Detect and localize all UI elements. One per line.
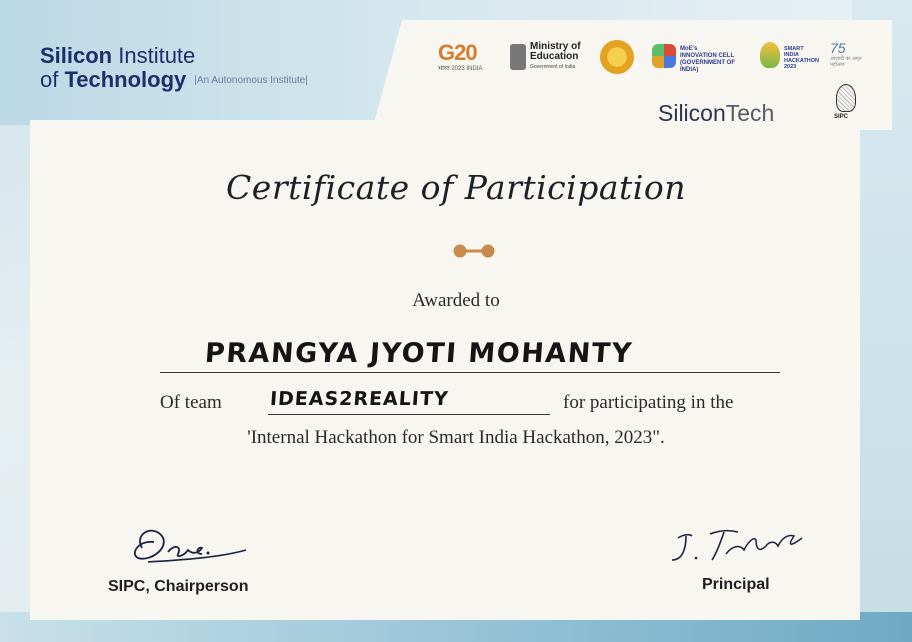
moe-text (530, 42, 581, 72)
chairperson-signature (128, 520, 258, 568)
azadi-amrit-logo (830, 40, 870, 70)
sipc-label: SIPC (834, 114, 849, 120)
aicte-seal-icon (600, 40, 634, 74)
awarded-to-label: Awarded to (412, 290, 500, 311)
innovation-cell-icon (652, 44, 676, 68)
institute-logo (40, 44, 308, 93)
certificate-title: Certificate of Participation (226, 168, 686, 207)
iic-line3: (GOVERNMENT OF INDIA) (680, 60, 735, 73)
team-name: IDEAS2REALITY (269, 388, 450, 410)
institute-name-silicon: Silicon (40, 43, 113, 68)
ministry-of-education-logo (510, 42, 590, 74)
iic-line2: INNOVATION CELL (680, 53, 735, 59)
institute-name-technology: Technology (64, 67, 187, 92)
team-suffix: for participating in the (563, 392, 734, 413)
bulb-icon (760, 42, 780, 68)
team-line (0, 390, 912, 420)
sipc-bulb-icon (836, 84, 856, 112)
team-prefix: Of team (160, 392, 222, 413)
iic-line1: MoE's (680, 46, 698, 52)
institute-name-institute: Institute (112, 43, 196, 68)
ornament-icon (453, 244, 495, 258)
principal-signature (660, 520, 820, 570)
g20-sub: भारत 2023 INDIA (438, 66, 483, 72)
silicontech-silicon: Silicon (658, 100, 726, 126)
silicontech-tech: Tech (725, 100, 775, 126)
silicontech-logo (658, 100, 774, 127)
sipc-logo (830, 84, 860, 128)
principal-title: Principal (702, 576, 770, 593)
team-blank (268, 390, 550, 415)
institute-name-of: of (40, 67, 65, 92)
sih-line1: SMART INDIA (784, 46, 804, 58)
sih-line3: 2023 (784, 64, 797, 70)
sih-text (784, 46, 820, 70)
recipient-name: PRANGYA JYOTI MOHANTY (203, 338, 634, 369)
sih-line2: HACKATHON (784, 58, 820, 64)
amrit-sub: आज़ादी का अमृत महोत्सव (830, 56, 862, 68)
smart-india-hackathon-logo (760, 40, 820, 74)
g20-logo-icon (438, 40, 498, 72)
amrit-75: 75 (830, 40, 846, 56)
g20-text: G20 (438, 40, 477, 65)
partner-logos (430, 40, 870, 80)
chairperson-title: SIPC, Chairperson (108, 578, 249, 595)
moe-line2: Education (530, 51, 579, 62)
national-emblem-icon (510, 44, 526, 70)
recipient-line (160, 336, 780, 373)
institute-tagline: |An Autonomous Institute| (194, 75, 308, 87)
event-name: 'Internal Hackathon for Smart India Hackathon, 2023". (247, 427, 665, 448)
innovation-cell-logo (652, 42, 742, 72)
moe-line1: Ministry of (530, 41, 581, 52)
iic-text (680, 46, 742, 74)
moe-line3: Government of India (530, 64, 576, 70)
